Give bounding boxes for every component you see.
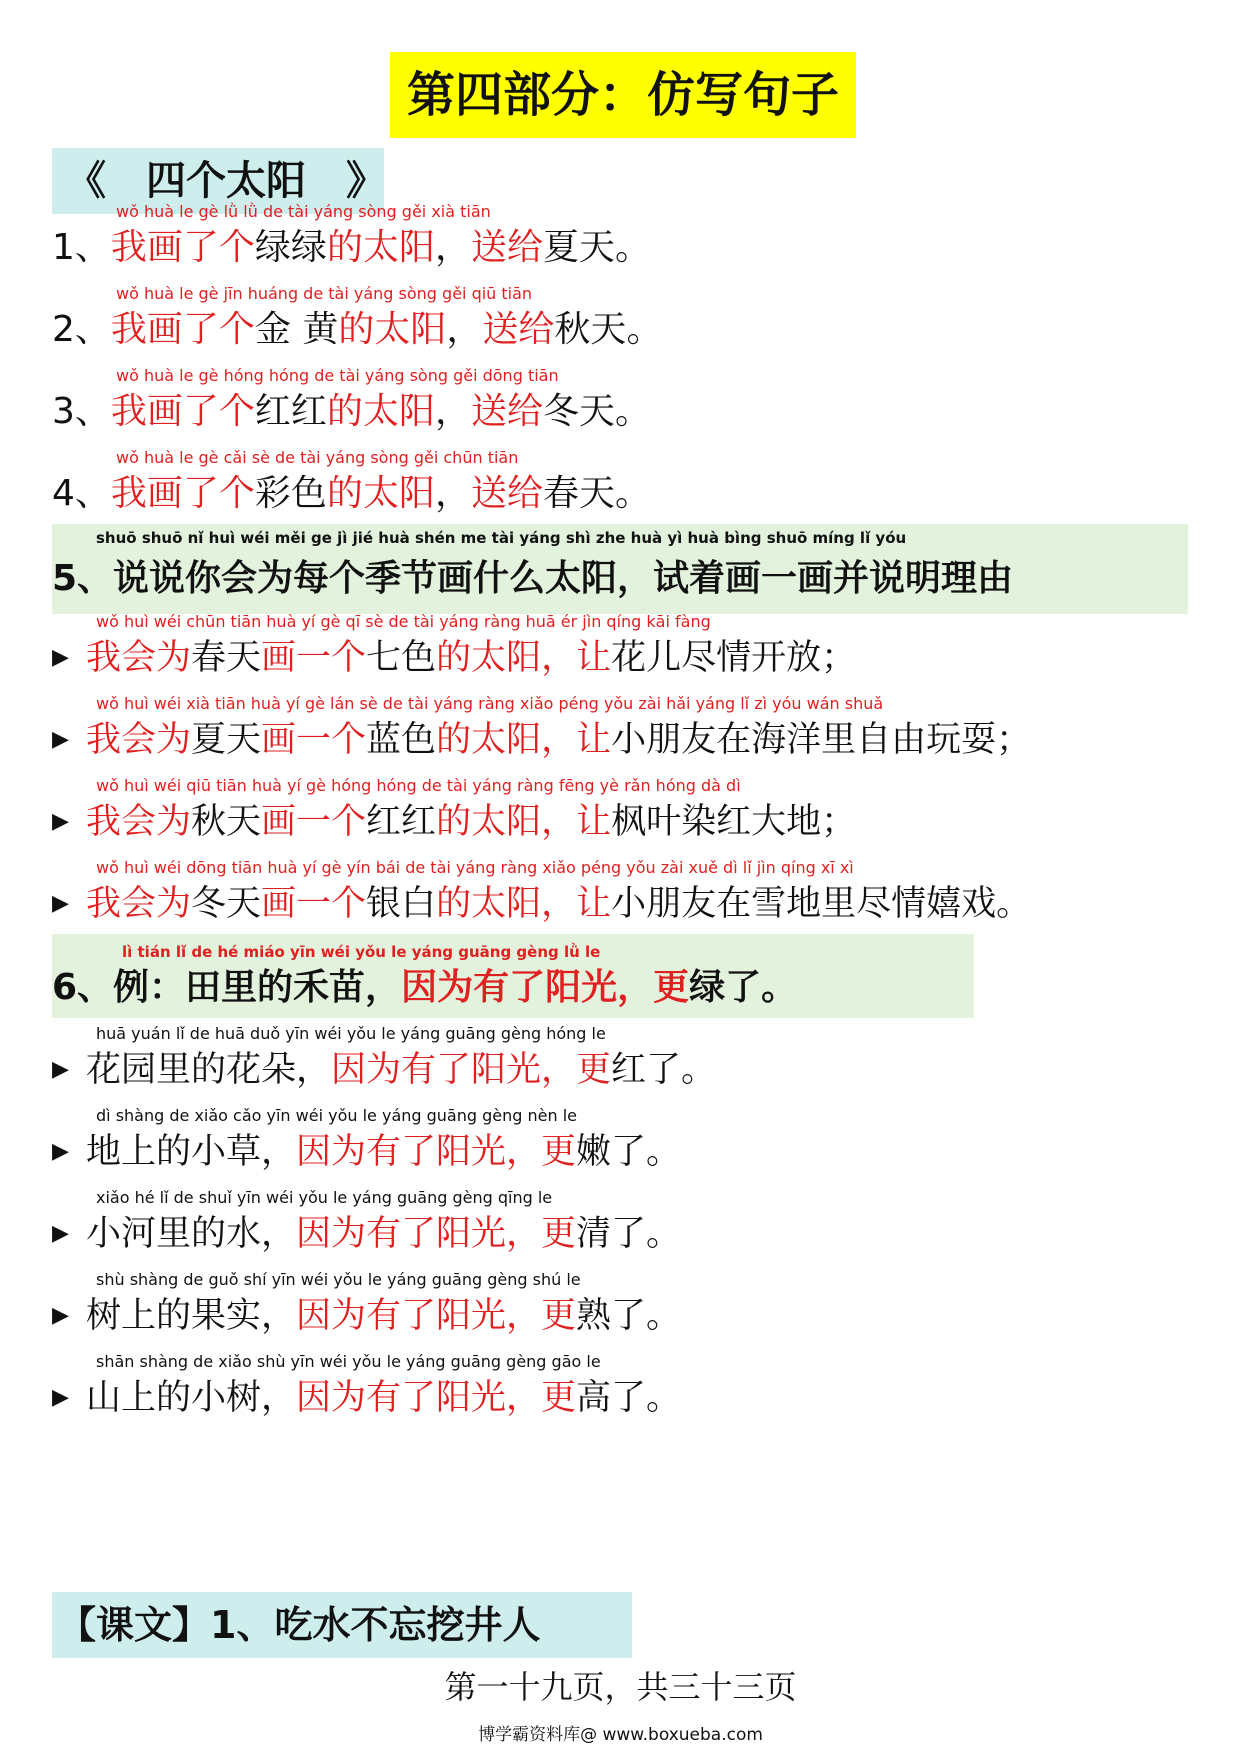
pinyin-text: wǒ huà le gè cǎi sè de tài yáng sòng gěi chūn tiān <box>116 448 519 467</box>
answer-6-5 <box>52 1348 681 1424</box>
hanzi-row <box>52 962 797 1014</box>
hanzi-segment: 红红 <box>254 391 327 432</box>
pinyin-text: dì shàng de xiǎo cǎo yīn wéi yǒu le yáng guāng gèng nèn le <box>96 1106 577 1125</box>
hanzi-segment: 的太阳 <box>326 473 435 514</box>
bullet-icon: ▶ <box>52 645 69 670</box>
hanzi-segment: 我画了个 <box>110 391 255 432</box>
sentence-4 <box>52 444 651 520</box>
hanzi-segment: 更 <box>541 1296 577 1336</box>
hanzi-row <box>52 1208 681 1260</box>
section-title: 《 四个太阳 》 <box>52 148 384 214</box>
answer-5-3 <box>52 772 856 848</box>
bullet-icon: ▶ <box>52 1385 69 1410</box>
page-title: 第四部分：仿写句子 <box>390 52 856 138</box>
hanzi-segment: 更 <box>653 967 690 1008</box>
hanzi-segment: 因为有了阳光， <box>296 1132 542 1172</box>
hanzi-segment: 绿了。 <box>689 967 798 1008</box>
hanzi-segment: 因为有了阳光， <box>296 1214 542 1254</box>
hanzi-segment: 清了。 <box>576 1214 682 1254</box>
answer-6-1 <box>52 1020 716 1096</box>
answer-5-4 <box>52 854 1031 930</box>
hanzi-segment: 小朋友在雪地里尽情嬉戏。 <box>611 884 1032 924</box>
hanzi-segment: 让 <box>576 720 612 760</box>
question-6-pinyin <box>52 938 797 962</box>
page-number: 第一十九页，共三十三页 <box>444 1668 797 1706</box>
hanzi-segment: 。 <box>615 227 652 268</box>
hanzi-segment: 我会为 <box>86 884 192 924</box>
hanzi-segment: 的太阳 <box>326 391 435 432</box>
hanzi-segment: 2、 <box>52 309 111 350</box>
footer-watermark: 博学霸资料库@ www.boxueba.com <box>478 1725 763 1745</box>
hanzi-segment: ， <box>541 638 577 678</box>
hanzi-segment: 送给 <box>470 473 543 514</box>
hanzi-segment: 我画了个 <box>110 227 255 268</box>
answer-6-3 <box>52 1184 681 1260</box>
bullet-icon: ▶ <box>52 727 69 752</box>
hanzi-segment: 让 <box>576 884 612 924</box>
answer-5-2 <box>52 690 1031 766</box>
answer-5-1 <box>52 608 856 684</box>
hanzi-segment: 山上的小树， <box>86 1378 297 1418</box>
bullet-icon: ▶ <box>52 1303 69 1328</box>
pinyin-text: wǒ huì wéi dōng tiān huà yí gè yín bái de tài yáng ràng xiǎo péng yǒu zài xuě dì lǐ jìn qíng xī xì <box>96 858 854 877</box>
hanzi-segment: 冬天 <box>191 884 262 924</box>
hanzi-segment: 让 <box>576 802 612 842</box>
lesson-title: 【课文】1、吃水不忘挖井人 <box>52 1592 632 1658</box>
hanzi-segment: 画一个 <box>261 802 367 842</box>
hanzi-segment: 夏天 <box>191 720 262 760</box>
pinyin-text: wǒ huì wéi xià tiān huà yí gè lán sè de tài yáng ràng xiǎo péng yǒu zài hǎi yáng lǐ zì yóu wán shuǎ <box>96 694 884 713</box>
hanzi-segment: 送给 <box>482 309 555 350</box>
hanzi-row <box>52 1372 681 1424</box>
hanzi-segment: 蓝色 <box>366 720 437 760</box>
bullet-icon: ▶ <box>52 891 69 916</box>
hanzi-row <box>52 1290 681 1342</box>
hanzi-row <box>52 796 856 848</box>
sentence-3 <box>52 362 651 438</box>
answer-pinyin <box>52 690 1031 714</box>
hanzi-segment: 。 <box>615 473 652 514</box>
hanzi-segment: 的太阳， <box>436 884 577 924</box>
bullet-icon: ▶ <box>52 1221 69 1246</box>
pinyin-text: huā yuán lǐ de huā duǒ yīn wéi yǒu le yáng guāng gèng hóng le <box>96 1024 606 1043</box>
sentence-2 <box>52 280 662 356</box>
hanzi-segment: 嫩了。 <box>576 1132 682 1172</box>
answer-pinyin <box>52 1266 681 1290</box>
answer-pinyin <box>52 854 1031 878</box>
pinyin-text: wǒ huà le gè jīn huáng de tài yáng sòng gěi qiū tiān <box>116 284 533 303</box>
hanzi-segment: ， <box>434 473 471 514</box>
hanzi-row <box>52 304 662 356</box>
pinyin-text: wǒ huì wéi chūn tiān huà yí gè qī sè de tài yáng ràng huā ér jìn qíng kāi fàng <box>96 612 711 631</box>
hanzi-segment: 。 <box>615 391 652 432</box>
sentence-1 <box>52 198 651 274</box>
hanzi-segment: 的太阳， <box>436 802 577 842</box>
hanzi-row <box>52 632 856 684</box>
sentence-pinyin <box>52 198 651 222</box>
hanzi-segment: 银白 <box>366 884 437 924</box>
hanzi-segment: 金 黄 <box>254 309 339 350</box>
hanzi-segment: 因为有了阳光， <box>401 967 654 1008</box>
sentence-pinyin <box>52 280 662 304</box>
pinyin-text: shù shàng de guǒ shí yīn wéi yǒu le yáng guāng gèng shú le <box>96 1270 581 1289</box>
hanzi-segment: 4、 <box>52 473 111 514</box>
hanzi-segment: ， <box>434 227 471 268</box>
hanzi-segment: 更 <box>541 1132 577 1172</box>
hanzi-segment: 更 <box>541 1214 577 1254</box>
answer-pinyin <box>52 772 856 796</box>
hanzi-segment: 枫叶染红大地； <box>611 802 857 842</box>
hanzi-segment: 我画了个 <box>110 473 255 514</box>
pinyin-text: wǒ huì wéi qiū tiān huà yí gè hóng hóng de tài yáng ràng fēng yè rǎn hóng dà dì <box>96 776 741 795</box>
hanzi-segment: 我画了个 <box>110 309 255 350</box>
hanzi-row <box>52 1044 716 1096</box>
answer-pinyin <box>52 1102 681 1126</box>
hanzi-segment: 小河里的水， <box>86 1214 297 1254</box>
hanzi-segment: 绿绿 <box>254 227 327 268</box>
hanzi-row <box>52 468 651 520</box>
hanzi-segment: 熟了。 <box>576 1296 682 1336</box>
hanzi-segment: 小朋友在海洋里自由玩耍； <box>611 720 1032 760</box>
hanzi-segment: 花园里的花朵， <box>86 1050 332 1090</box>
pinyin-text: wǒ huà le gè hóng hóng de tài yáng sòng gěi dōng tiān <box>116 366 559 385</box>
bullet-icon: ▶ <box>52 1139 69 1164</box>
hanzi-segment: ， <box>446 309 483 350</box>
question-6-line <box>52 938 797 1014</box>
hanzi-row <box>52 714 1031 766</box>
hanzi-segment: 红了。 <box>611 1050 717 1090</box>
hanzi-segment: 送给 <box>470 227 543 268</box>
hanzi-row <box>52 222 651 274</box>
hanzi-segment: 画一个 <box>261 720 367 760</box>
answer-pinyin <box>52 1184 681 1208</box>
hanzi-segment: 更 <box>541 1378 577 1418</box>
answer-6-2 <box>52 1102 681 1178</box>
hanzi-segment: 让 <box>576 638 612 678</box>
hanzi-segment: 花儿尽情开放； <box>611 638 857 678</box>
hanzi-segment: 3、 <box>52 391 111 432</box>
hanzi-segment: 彩色 <box>254 473 327 514</box>
sentence-pinyin <box>52 444 651 468</box>
hanzi-segment: 画一个 <box>261 638 367 678</box>
hanzi-segment: 。 <box>626 309 663 350</box>
answer-6-4 <box>52 1266 681 1342</box>
hanzi-segment: 夏天 <box>542 227 615 268</box>
hanzi-segment: 我会为 <box>86 638 192 678</box>
hanzi-segment: 的太阳 <box>338 309 447 350</box>
hanzi-segment: 的太阳 <box>436 638 542 678</box>
bullet-icon: ▶ <box>52 1057 69 1082</box>
question-5 <box>52 526 1013 610</box>
sentence-pinyin <box>52 362 651 386</box>
bullet-icon: ▶ <box>52 809 69 834</box>
hanzi-segment: 6、例：田里的禾苗， <box>52 967 402 1008</box>
hanzi-segment: 秋天 <box>191 802 262 842</box>
hanzi-segment: 七色 <box>366 638 437 678</box>
pinyin-text: shān shàng de xiǎo shù yīn wéi yǒu le yáng guāng gèng gāo le <box>96 1352 601 1371</box>
hanzi-segment: 画一个 <box>261 884 367 924</box>
hanzi-segment: 更 <box>576 1050 612 1090</box>
hanzi-segment: 的太阳 <box>326 227 435 268</box>
question-5-pinyin: shuō shuō nǐ huì wéi měi ge jì jié huà shén me tài yáng shì zhe huà yì huà bìng shuō míng lǐ yóu <box>96 529 907 547</box>
hanzi-segment: 春天 <box>542 473 615 514</box>
hanzi-segment: 我会为 <box>86 720 192 760</box>
hanzi-row <box>52 386 651 438</box>
hanzi-segment: 春天 <box>191 638 262 678</box>
pinyin-text: wǒ huà le gè lǜ lǜ de tài yáng sòng gěi xià tiān <box>116 202 491 221</box>
hanzi-row <box>52 878 1031 930</box>
hanzi-segment: 1、 <box>52 227 111 268</box>
hanzi-segment: 送给 <box>470 391 543 432</box>
hanzi-segment: 树上的果实， <box>86 1296 297 1336</box>
question-5-text: 5、说说你会为每个季节画什么太阳，试着画一画并说明理由 <box>52 558 1014 599</box>
pinyin-text: xiǎo hé lǐ de shuǐ yīn wéi yǒu le yáng guāng gèng qīng le <box>96 1188 553 1207</box>
hanzi-segment: 地上的小草， <box>86 1132 297 1172</box>
hanzi-segment: 冬天 <box>542 391 615 432</box>
answer-pinyin <box>52 1020 716 1044</box>
hanzi-row <box>52 1126 681 1178</box>
hanzi-segment: 因为有了阳光， <box>331 1050 577 1090</box>
pinyin-text: lì tián lǐ de hé miáo yīn wéi yǒu le yáng guāng gèng lǜ le <box>122 943 601 961</box>
answer-pinyin <box>52 1348 681 1372</box>
hanzi-segment: 因为有了阳光， <box>296 1296 542 1336</box>
hanzi-segment: 因为有了阳光， <box>296 1378 542 1418</box>
hanzi-segment: 高了。 <box>576 1378 682 1418</box>
hanzi-segment: 秋天 <box>554 309 627 350</box>
hanzi-segment: 我会为 <box>86 802 192 842</box>
hanzi-segment: 的太阳， <box>436 720 577 760</box>
hanzi-segment: ， <box>434 391 471 432</box>
hanzi-segment: 红红 <box>366 802 437 842</box>
answer-pinyin <box>52 608 856 632</box>
